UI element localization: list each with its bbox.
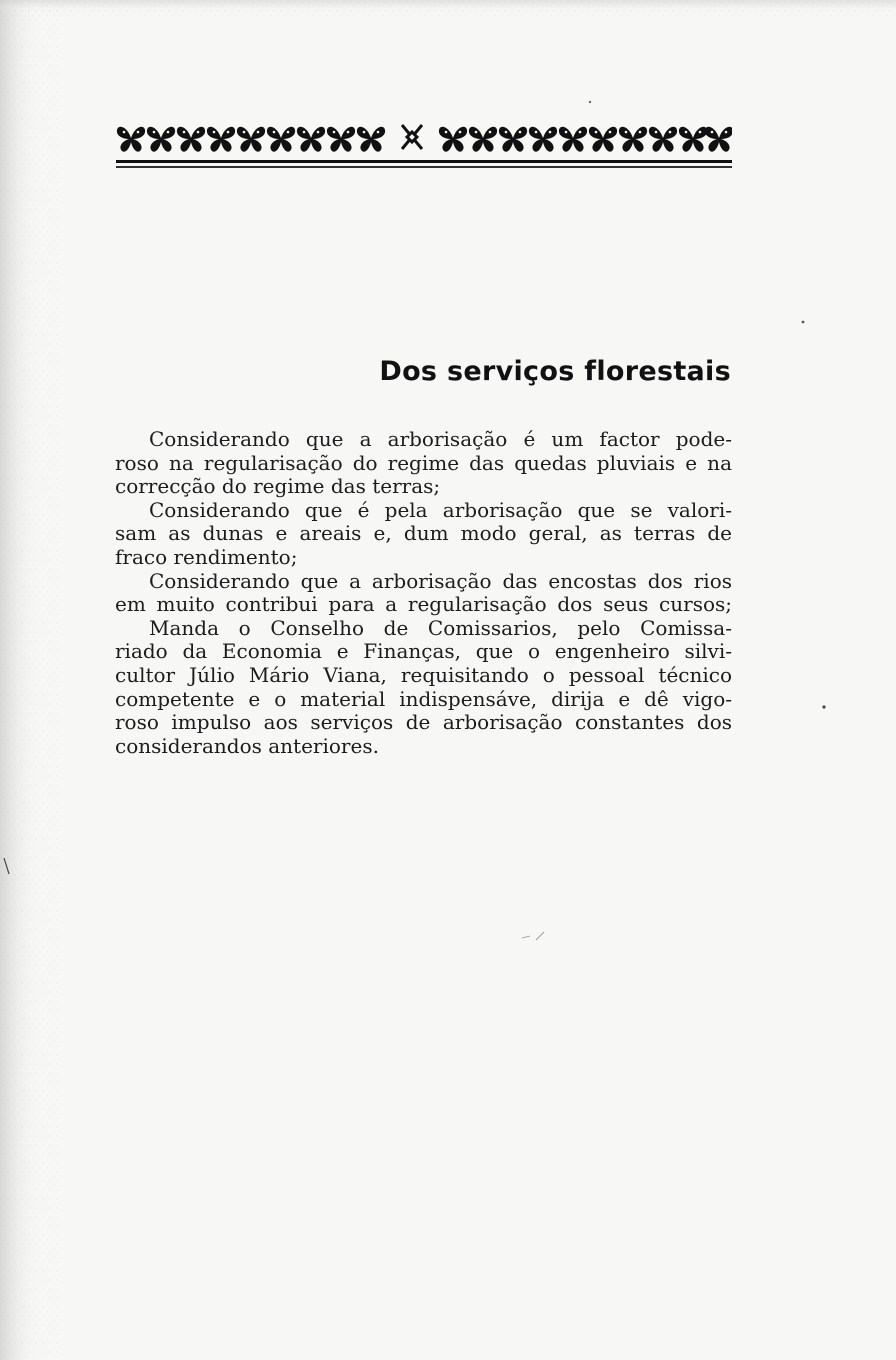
- text-line: considerandos anteriores.: [115, 733, 379, 758]
- paragraph: [115, 617, 732, 759]
- text-line: roso na regularisação do regime das quedas pluviais e na: [115, 450, 732, 475]
- paragraph: [115, 428, 732, 499]
- text-line: cultor Júlio Mário Viana, requisitando o pessoal técnico: [115, 662, 732, 687]
- text-line: Considerando que a arborisação é um factor pode-: [149, 427, 732, 451]
- text-line: riado da Economia e Finanças, que o engenheiro silvi-: [115, 639, 732, 664]
- text-line: roso impulso aos serviços de arborisação constantes dos: [115, 710, 732, 735]
- paragraph: [115, 499, 732, 570]
- text-line: sam as dunas e areais e, dum modo geral, as terras de: [115, 521, 732, 546]
- butterfly-border-ornament-icon: [116, 116, 732, 176]
- body-text: [115, 428, 732, 758]
- text-line: fraco rendimento;: [115, 544, 298, 569]
- text-line: correcção do regime das terras;: [115, 474, 441, 499]
- text-line: Considerando que é pela arborisação que se valori-: [149, 497, 732, 522]
- text-line: em muito contribui para a regularisação dos seus cursos;: [115, 592, 732, 617]
- text-line: Considerando que a arborisação das encostas dos rios: [149, 568, 732, 593]
- text-line: Manda o Conselho de Comissarios, pelo Comissa-: [149, 615, 732, 640]
- text-line: competente e o material indispensáve, dirija e dê vigo-: [115, 686, 732, 711]
- paragraph: [115, 570, 732, 617]
- page-title: Dos serviços florestais: [379, 356, 731, 387]
